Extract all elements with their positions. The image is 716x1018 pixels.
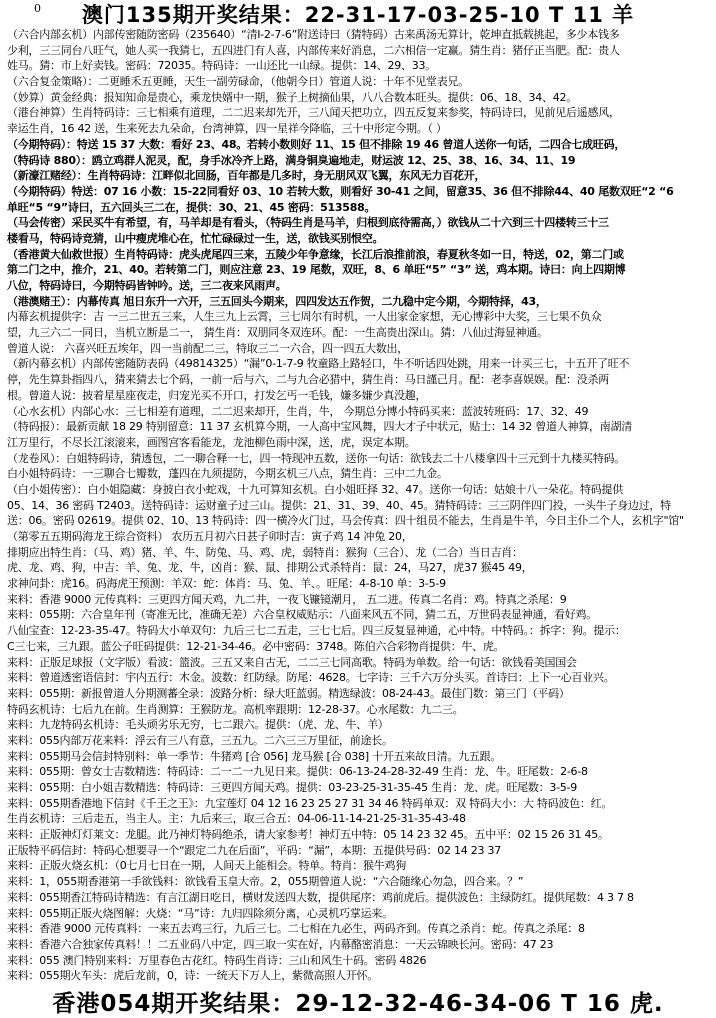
text-line: （马会传密）采民买牛有希望，有，马羊却是有看头，（特码生肖是马羊，归根到底待需高，）欲钱从二十六到三十四楼转三十三 — [7, 216, 609, 230]
text-line: 来料：正版神灯灯莱文：龙腿。此乃神灯特码绝杀，请大家参考！神灯五中特：05 14 23 32 45。五中平：02 15 26 31 45。 — [7, 828, 609, 842]
text-line: 来料：055 澳门特别来料：万里春色古花红。特码生肖诗：三山和风生十码。密码 4826 — [7, 953, 427, 967]
text-line: 来料：055期：六合皇年刊（寄准无比，准确无差）六合皇权威贴示：八面来风五不同，猜二五，万世码表显神通，看好鸡。 — [7, 608, 597, 622]
text-line: （六合内部玄机）内部传密随防密码（235640）“清I-2-7-6”附送诗曰（猜特码）古来禹汤无算计，乾坤直抵载挑起，多少本钱多 — [7, 28, 620, 41]
text-line: 来料：1，055期香港第一手欲钱料：欲钱看玉皇大帝。2，055期曾道人说：“六合随缘心勿急，四合来。？” — [7, 875, 524, 889]
text-line: 第二门之中，推介，21、40。若转第二门，则应注意 23、19 尾数，双旺，8、6 单旺“5” “3” 送，鸡本期。诗曰：向上四期博 — [7, 263, 626, 277]
text-line: （香港黄大仙救世报）生肖特码诗：虎头虎尾四三来，五陵少年争意缘，长江后浪推前浪，春夏秋冬如一日，特送，02，第二门或 — [7, 247, 624, 261]
text-line: 来料：055期香港地下信封《千王之王》：九宝莲灯 04 12 16 23 25 27 31 34 46 特码单双：双 特码大小：大 特码波色：红。 — [7, 796, 613, 810]
text-line: （港澳赌王）：内幕传真 旭日东升一六开，三五回头今期来，四四发达五作贺，二九稳中定今期，今期特择，43， — [7, 294, 547, 308]
text-line: 少利，三三同台八旺气，她人买一我猜七，五四进门有人喜，内部传来好消息，二六相信一定赢。猜生肖：猪仔正当肥。配：贵人 — [7, 43, 620, 57]
text-line: 来料：香港六合独家传真料！！二五业码八中定，四三取一实在好，内幕酪密消息：一天云锦映长河。密码：47 23 — [7, 937, 554, 951]
bottom-lottery-result-title: 香港054期开奖结果：29-12-32-46-34-06 T 16 虎. — [52, 991, 664, 1017]
document-body — [7, 27, 711, 983]
text-line: （特码诗 880）：鸥立鸡群人泥灵，配，身手冰冷齐上路，满身铜臭遍地走，财运波 12、25、38、16、34、11、19 — [7, 153, 576, 167]
text-line: 来料：055期：新报曾道人分期测蕃全录：波路分析：绿大旺蓝弱。精选绿波：08-24-43。最佳门数：第三门（平码） — [7, 686, 570, 700]
text-line: 来料：055期：曾女士吉数精选：特码诗：二一二一九见日来。提供：06-13-24-28-32-49 生肖：龙、牛。旺尾数：2-6-8 — [7, 765, 588, 779]
text-line: 来料：055期火车头：虎后龙前，0，诗：一统天下万人上，紫微高照人开怀。 — [7, 969, 378, 983]
text-line: 来料：香港 9000 元传真料：三更四方闻天鸡，九二井，一夜飞镰镜潮月， 五二进。传真二名肖：鸡。特真之杀尾：9 — [7, 592, 567, 606]
text-line: 送：06。密码 02619。提供 02、10、13 特码诗：四一横冷火门过，马会传真：四十组员不能去，生肖是牛羊，今日主仆二个人，玄机字"馆" — [7, 514, 684, 528]
text-line: （今期特码）特送：07 16 小数：15-22同看好 03、10 若转大数，则看好 30-41 之间，留意35、36 但不排除44、40 尾数双旺“2 “6 — [7, 184, 674, 198]
text-line: （第零五五期码海龙王综合资料） 农历五月初六日甚子卯时吉：寅子鸡 14 冲兔 20， — [7, 530, 413, 543]
text-line: 来料：香港 9000 元传真料：一来五去鸡三行，九后三七。二七相在九必生，两码齐到。传真之杀肖：蛇。传真之杀尾：8 — [7, 922, 585, 936]
text-line: 排期应出特生肖：（马、鸡）猪、羊、牛、防兔、马、鸡、虎，弱特肖：猴狗（三合）、龙（二合）当日吉肖： — [7, 545, 523, 559]
text-line: （新濠江赌经）：生肖特码诗：江畔似北回肠，百年都是几多时，身无朋风双飞翼，东风无力百花开， — [7, 169, 486, 183]
text-line: 曾道人说： 六喜兴旺五埃年，四一当前配二三，特取三二一六合，四一四五大数出， — [7, 341, 408, 355]
text-line: 来料：055期马会信封特别料：单一季节：牛猪鸡 [合 056] 龙马猴 [合 038] 十开五来故日清。九五跟。 — [7, 749, 502, 763]
text-line: 虎、龙、鸡、狗，中吉：羊、兔、龙、牛，凶肖：猴、鼠、排期公式杀特肖：鼠：24，马27，虎37 猴45 49， — [7, 561, 533, 575]
text-line: （心水玄机）内部心水：三七相差有道理，二二迟来却开，生肖，牛， 今期总分博小特码买来：蓝波转班码：17、32、49 — [7, 404, 589, 418]
corner-page-number: 0 — [34, 2, 41, 15]
text-line: 幸运生肖，16 42 送，生来死去九朵命，台湾神算，四一星祥今降临，三十中形定今期。（ ） — [7, 122, 447, 136]
text-line: 正版特平码信封：特码心想要寻一个“跟定二九在后面”，平码：“漏”，本期：五提供号码：02 14 23 37 — [7, 843, 502, 857]
text-line: 姓马。猜：市上好卖钱。密码：72035。特码诗：一山还比一山绿。提供：14、29、33。 — [7, 59, 436, 73]
text-line: 来料：正版火烧玄机：（0七月七日在一期，人间天上能相会。特单。特肖：猴牛鸡狗 — [7, 859, 406, 873]
text-line: 白小姐特码诗：一三聊合七瓣数，蓬四在九须提防，今期玄机三八点，猜生肖：三中二九金。 — [7, 467, 448, 481]
text-line: （今期特码）：特送 15 37 大数：看好 23、48。若转小数则好 11、15 但不排除 19 46 曾道人送你一句话，二四合七成旺码， — [7, 137, 626, 151]
top-lottery-result-title: 澳门135期开奖结果：22-31-17-03-25-10 T 11 羊 — [81, 3, 635, 27]
text-line: （龙卷风）：白姐特码诗，猜透包，二一聊合释一七，四一特现冲五数，送你一句话：欲钱去二十八楼拿四十三元到十九楼买特码。 — [7, 451, 625, 465]
text-line: 单旺“5 “9”诗曰，五六回头三二在，提供：30、21、45 密码：513588。 — [7, 200, 376, 214]
text-line: 江万里行，不尽长江滚滚来，画图宫客看能龙，龙池柳色雨中深，送，虎，误定本期。 — [7, 435, 416, 449]
text-line: （六合复金策略）：二更睡禾五更睡，天生一副劳碌命，（他朝今日）管道人说：十年不见堂表兄。 — [7, 75, 469, 89]
text-line: 来料：正版足球报（文字版）看波：篮波。三五又来自古无，二二三七同高歌。特码为单数。给一句话：欲钱看美国国会 — [7, 655, 577, 669]
text-line: 生肖玄机诗：三后走五，当主人。主：九后来三，取三合五：04-06-11-14-21-25-31-35-43-48 — [7, 812, 466, 826]
text-line: 来料：055期正版火烧图解：火烧：“马”诗：九归四除须分离，心灵机巧掌运来。 — [7, 906, 393, 920]
text-line: 楼看马，特码诗竞猜，山中瘦虎堆心在，忙忙碌碌过一生，送，欲钱买别恨空。 — [7, 231, 384, 245]
text-line: （新内幕玄机）内部传密随防表码（49814325）“漏”0-1-7-9 牧童路上路轻口，牛不听话四处跳，用来一计买三七，十五开了旺不 — [7, 357, 630, 371]
text-line: 停，先生算卦指四八，猜来猜去七个码，一前一后与六，二与九合必猎中，猜生肖：马日謹己月。配：老李喜娱娱。配：没杀两 — [7, 373, 609, 387]
text-line: 05、14、36 密码 T2403。送特码诗：运财童子过三山。提供：21、31、39、40、45。猜特码诗：三三阴伴四门投，一头牛子身边过，特 — [7, 498, 671, 512]
text-line: 来料：055期香江特码诗精选：有言江湖日吃日，横财发送四大数，提供尾序：鸡前虎后。提供波色：主绿防红。提供尾数：4 3 7 8 — [7, 890, 634, 904]
text-line: 来料：055期：白小姐吉数精选：特码诗：三更四方闻天鸡。提供：03-23-25-31-35-45 生肖：龙、虎。旺尾数：3-5-9 — [7, 781, 578, 794]
text-line: 特码玄机诗：七后九在前。生肖测算：王猴防龙。高机率跟期：12-28-37。心水尾数：九二三。 — [7, 702, 464, 716]
text-line: （白小姐传密）：白小姐隐藏：身披白衣小蛇戏，十九可算知玄机。白小姐旺择 32、47。送你一句话：姑娘十八一朵花。特码提供 — [7, 482, 623, 496]
text-line: C三七来，三九跟。蓝公子旺码提供：12-21-34-46。必中密码：3748。陈伯六合彩物肖提供：牛、虎。 — [7, 639, 505, 653]
text-line: 求神问卦：虎16。码海虎王预测：羊双：蛇：体肖：马、兔、羊、。旺尾：4-8-10 单：3-5-9 — [7, 577, 446, 591]
text-line: 八位，特码诗曰，今期特码皆钟吟。送，三二夜来风雨声。 — [7, 279, 287, 292]
text-line: 来料：九龙特码玄机诗：毛头顽劣乐无穷，七二跟六。提供：（虎、龙、牛、羊） — [7, 718, 389, 732]
text-line: 八仙宝查：12-23-35-47。特码大小单双句：九后三七二五走，三七七后。四三反复显神通，心中特。中特码。：拆字：狗。提示： — [7, 624, 626, 638]
text-line: 内幕玄机提供字：吉 一三二世五三来，人生三九上云霄，三七周尔有时机，一人出家金家想，无心博彩中大奖，三七果不负众 — [7, 310, 602, 324]
text-line: （港台神算）生肖特码诗：三七相乘有道理，二二迟来却先开，三八闻天把功立，四五反复来参奖，特码诗曰，见前见后遥感风， — [7, 106, 620, 120]
text-line: 来料：曾道透密语信封：宇内五行：木金。波数：红防绿。防尾：4628。七字诗：三千六万分头买。首诗曰：上下一心百业兴。 — [7, 671, 615, 685]
text-line: 根。曾道人说：披着星星座夜走，归宠光买不开口，打发乞丐一毛钱，嫌多嫌少真没趣， — [7, 388, 427, 402]
text-line: 来料：055内部万花来料：浮云有三八有意，三五九。二六三三万里征，前途长。 — [7, 733, 393, 747]
text-line: （特码报）：最新贡献 18 29 特别留意：11 37 玄机算今期，一人高中宝风舞，四大才子中状元，贴士：14 32 曾道人神算，南湖清 — [7, 420, 632, 434]
text-line: （妙算）黄金经典：报知知命是贵心，乘龙快婿中一期，猴子上树摘仙果，八八合数本旺头。提供：06、18、34、42。 — [7, 90, 577, 104]
text-line: 望，九三六二一同日，当机立断是二一， 猜生肖：双朋同冬双连环。配：一生高贵出深山。猜：八仙过海显神通。 — [7, 326, 548, 340]
